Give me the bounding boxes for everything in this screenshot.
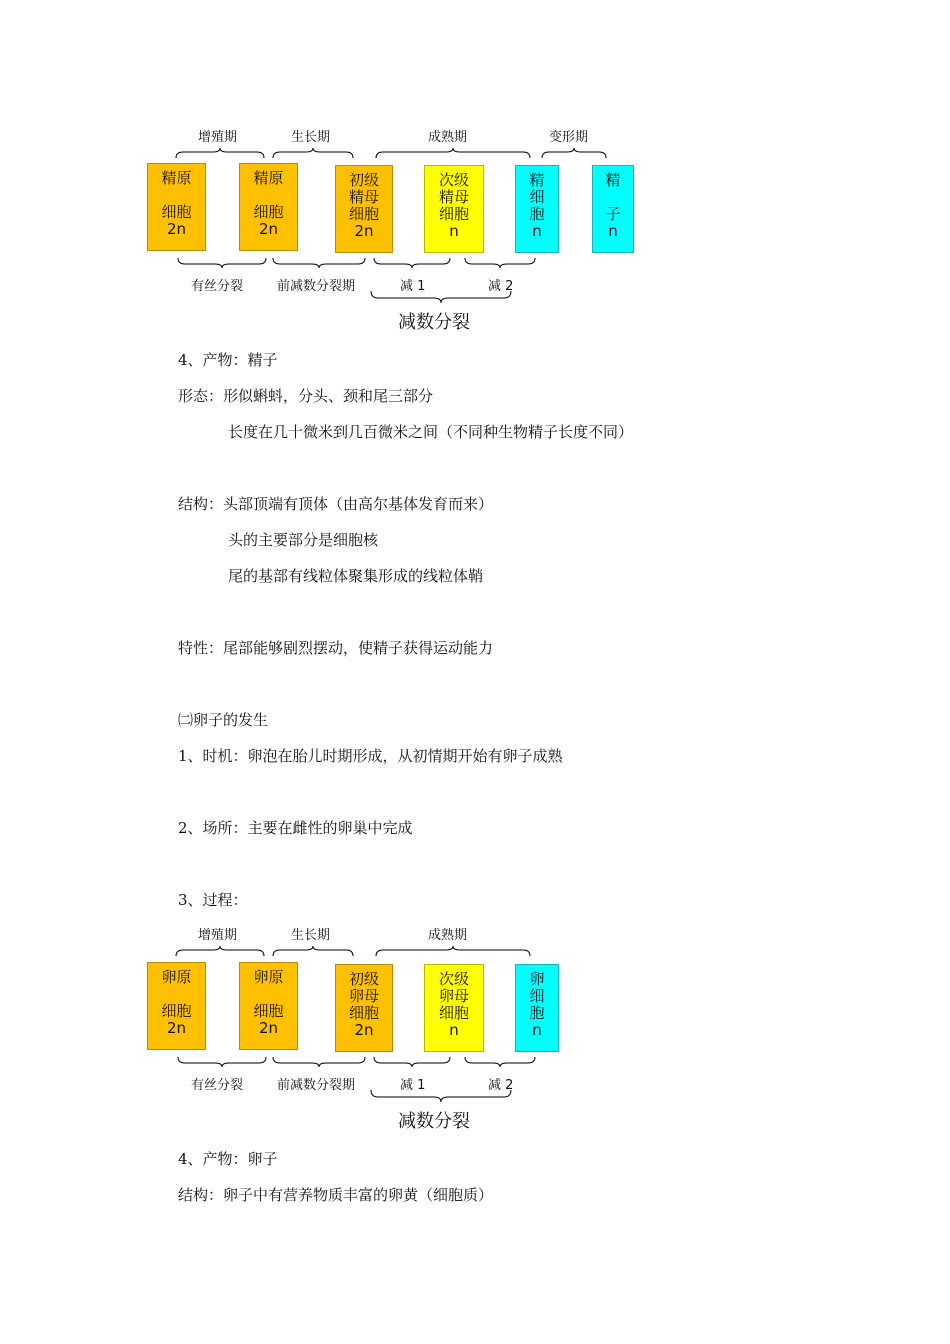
- cell-label: [240, 986, 297, 1003]
- cell-box: [239, 962, 298, 1050]
- bottom-brace: [464, 1056, 536, 1068]
- top-brace: [541, 147, 607, 159]
- process-line: 3、过程：: [178, 891, 248, 909]
- meiosis-label: 减数分裂: [398, 1111, 470, 1132]
- cell-label: 2n: [258, 1019, 279, 1037]
- oogenesis-heading: ㈡卵子的发生: [178, 711, 269, 729]
- cell-label: n: [449, 1021, 459, 1039]
- cell-label: 精原: [253, 169, 284, 187]
- bottom-label-mitosis: 有丝分裂: [191, 1078, 244, 1093]
- cell-box: [335, 165, 393, 253]
- cell-box: [147, 163, 206, 251]
- cell-label: 细胞: [348, 205, 379, 223]
- bottom-label-meiosis-2: 减 2: [488, 279, 514, 294]
- cell-box: [147, 962, 206, 1050]
- top-label-transformation: 变形期: [549, 130, 589, 145]
- cell-label: 精原: [161, 169, 192, 187]
- cell-label: 次级: [438, 970, 469, 988]
- structure-line: 结构：头部顶端有顶体（由高尔基体发育而来）: [178, 495, 494, 513]
- bottom-brace: [177, 1056, 267, 1068]
- cell-label: 细胞: [438, 1004, 469, 1022]
- bottom-brace: [373, 1056, 451, 1068]
- bottom-label-premeiotic: 前减数分裂期: [277, 1078, 356, 1093]
- bottom-label-meiosis-1: 减 1: [400, 279, 426, 294]
- cell-label: [148, 986, 205, 1003]
- top-label-maturation: 成熟期: [428, 928, 468, 943]
- cell-label: n: [532, 222, 542, 240]
- bottom-brace: [177, 257, 267, 269]
- cell-label: 卵原: [253, 968, 284, 986]
- morphology-line: 形态：形似蝌蚪，分头、颈和尾三部分: [178, 387, 434, 405]
- cell-label: 2n: [354, 1021, 374, 1039]
- top-label-growth: 生长期: [291, 130, 331, 145]
- top-label-growth: 生长期: [291, 928, 331, 943]
- length-line: 长度在几十微米到几百微米之间（不同种生物精子长度不同）: [228, 423, 634, 441]
- cell-label: 卵: [529, 970, 545, 988]
- cell-label: 细胞: [438, 205, 469, 223]
- meiosis-label: 减数分裂: [398, 312, 470, 333]
- cell-box: [424, 964, 484, 1052]
- cell-box: [424, 165, 484, 253]
- bottom-brace: [272, 1056, 366, 1068]
- location-line: 2、场所：主要在雌性的卵巢中完成: [178, 819, 413, 837]
- cell-label: 细胞: [161, 203, 192, 221]
- cell-label: 卵母: [438, 987, 469, 1005]
- cell-label: 精: [529, 171, 545, 189]
- egg-structure-line: 结构：卵子中有营养物质丰富的卵黄（细胞质）: [178, 1186, 494, 1204]
- cell-label: 卵原: [161, 968, 192, 986]
- cell-label: 卵母: [348, 987, 379, 1005]
- cell-label: 细胞: [253, 203, 284, 221]
- cell-label: 胞: [529, 205, 545, 223]
- top-brace: [272, 945, 354, 957]
- cell-box: [592, 165, 634, 253]
- bottom-label-mitosis: 有丝分裂: [191, 279, 244, 294]
- cell-label: 次级: [438, 171, 469, 189]
- product-sperm-line: 4、产物：精子: [178, 351, 278, 369]
- top-brace: [272, 147, 354, 159]
- cell-label: 初级: [348, 970, 379, 988]
- cell-label: n: [449, 222, 459, 240]
- cell-label: [593, 189, 633, 206]
- cell-label: 细胞: [348, 1004, 379, 1022]
- property-line: 特性：尾部能够剧烈摆动，使精子获得运动能力: [178, 639, 494, 657]
- timing-line: 1、时机：卵泡在胎儿时期形成，从初情期开始有卵子成熟: [178, 747, 563, 765]
- head-line: 头的主要部分是细胞核: [228, 531, 379, 549]
- bottom-label-premeiotic: 前减数分裂期: [277, 279, 356, 294]
- cell-label: 精母: [438, 188, 469, 206]
- cell-label: 2n: [166, 220, 187, 238]
- bottom-label-meiosis-2: 减 2: [488, 1078, 514, 1093]
- cell-label: 2n: [258, 220, 279, 238]
- cell-label: 细: [529, 987, 545, 1005]
- bottom-brace: [373, 257, 451, 269]
- bottom-brace: [272, 257, 366, 269]
- cell-label: [148, 187, 205, 204]
- cell-box: [335, 964, 393, 1052]
- top-brace: [375, 147, 531, 159]
- bottom-brace: [464, 257, 536, 269]
- cell-box: [239, 163, 298, 251]
- cell-label: 2n: [354, 222, 374, 240]
- cell-label: 细胞: [253, 1002, 284, 1020]
- top-label-proliferation: 增殖期: [198, 928, 238, 943]
- top-label-maturation: 成熟期: [428, 130, 468, 145]
- cell-label: 2n: [166, 1019, 187, 1037]
- tail-line: 尾的基部有线粒体聚集形成的线粒体鞘: [228, 567, 484, 585]
- top-brace: [375, 945, 531, 957]
- top-brace: [175, 945, 265, 957]
- cell-label: 胞: [529, 1004, 545, 1022]
- meiosis-brace: [370, 290, 512, 304]
- cell-label: n: [608, 222, 618, 240]
- cell-label: 精母: [348, 188, 379, 206]
- bottom-label-meiosis-1: 减 1: [400, 1078, 426, 1093]
- cell-label: 细胞: [161, 1002, 192, 1020]
- cell-label: [240, 187, 297, 204]
- cell-label: n: [532, 1021, 542, 1039]
- top-brace: [175, 147, 265, 159]
- cell-label: 细: [529, 188, 545, 206]
- product-egg-line: 4、产物：卵子: [178, 1150, 278, 1168]
- cell-label: 初级: [348, 171, 379, 189]
- cell-box: [515, 165, 559, 253]
- cell-label: 子: [605, 205, 621, 223]
- cell-label: 精: [605, 171, 621, 189]
- cell-box: [515, 964, 559, 1052]
- meiosis-brace: [370, 1089, 512, 1103]
- top-label-proliferation: 增殖期: [198, 130, 238, 145]
